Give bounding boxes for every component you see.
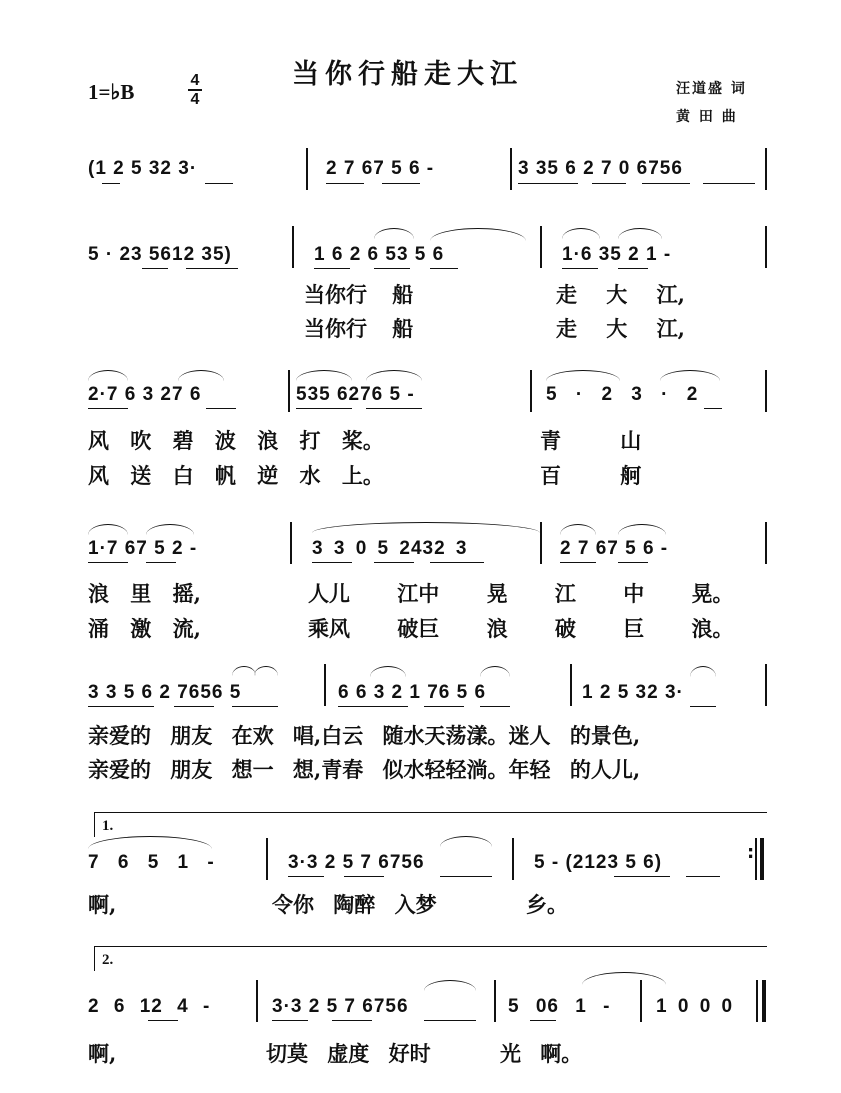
underline-mark (704, 408, 722, 409)
time-signature (186, 73, 204, 107)
notation-row-2-bar-2: 1 6 2 6 53 5 6 (314, 244, 445, 265)
underline-mark (686, 876, 720, 877)
barline (292, 226, 294, 268)
lyric-verse-2: 当你行 船 (304, 316, 414, 341)
slur (296, 370, 352, 381)
barline (266, 838, 268, 880)
underline-mark (186, 268, 238, 269)
barline (765, 148, 767, 190)
slur (560, 524, 596, 535)
slur (178, 370, 224, 381)
underline-mark (102, 183, 120, 184)
notation-row-4-bar-2: 3 3 0 5 2432 3 (312, 538, 468, 559)
barline (540, 226, 542, 268)
barline (510, 148, 512, 190)
underline-mark (148, 1020, 178, 1021)
underline-mark (232, 706, 278, 707)
lyric-verse-1: 当你行 船 (304, 282, 414, 307)
notation-row-5-bar-2: 6 6 3 2 1 76 5 6 (338, 682, 487, 703)
underline-mark (206, 408, 236, 409)
underline-mark (374, 268, 410, 269)
underline-mark (518, 183, 578, 184)
repeat-barline (755, 838, 757, 880)
underline-mark (332, 1020, 372, 1021)
underline-mark (296, 408, 352, 409)
underline-mark (430, 268, 458, 269)
slur (618, 228, 662, 239)
underline-mark (642, 183, 690, 184)
repeat-barline-thick (760, 838, 764, 880)
underline-mark (146, 562, 176, 563)
lyric-verse-2: 百 舸 (540, 463, 642, 488)
underline-mark (88, 706, 154, 707)
time-signature-bottom: 4 (190, 91, 200, 108)
barline (512, 838, 514, 880)
notation-row-6-bar-3: 5 - (2123 5 6) (534, 852, 663, 873)
slur (146, 524, 194, 535)
repeat-dots: : (747, 842, 755, 863)
lyric-verse-1: 走 大 江, (556, 282, 685, 307)
notation-row-6-bar-2: 3·3 2 5 7 6756 (288, 852, 425, 873)
slur (232, 666, 256, 676)
slur (88, 370, 128, 381)
underline-mark (374, 562, 414, 563)
underline-mark (562, 268, 598, 269)
barline (290, 522, 292, 564)
underline-mark (560, 562, 596, 563)
lyricist-credit: 汪道盛 词 (676, 81, 747, 97)
underline-mark (88, 562, 128, 563)
slur (254, 666, 278, 676)
notation-row-7-bar-1: 2 6 12 4 - (88, 996, 211, 1017)
underline-mark (366, 408, 422, 409)
first-ending-label: 1. (102, 818, 114, 834)
underline-mark (424, 706, 464, 707)
underline-mark (338, 706, 408, 707)
underline-mark (618, 268, 648, 269)
slur (370, 666, 406, 677)
barline (256, 980, 258, 1022)
barline (494, 980, 496, 1022)
lyric-verse-1: 啊, (88, 892, 117, 917)
slur (366, 370, 422, 381)
underline-mark (205, 183, 233, 184)
notation-row-7-bar-4: 1 0 0 0 (656, 996, 734, 1017)
underline-mark (312, 562, 352, 563)
underline-mark (614, 876, 670, 877)
lyric-verse-2: 切莫 虚度 好时 (266, 1041, 431, 1066)
barline (288, 370, 290, 412)
song-title: 当你行船走大江 (292, 59, 523, 90)
lyric-verse-1: 青 山 (540, 428, 642, 453)
barline (765, 664, 767, 706)
notation-row-6-bar-1: 7 6 5 1 - (88, 852, 215, 873)
notation-row-1-bar-3: 3 35 6 2 7 0 6756 (518, 158, 683, 179)
lyric-verse-2: 光 啊。 (500, 1041, 583, 1066)
lyric-verse-1: 人儿 江中 晃 江 中 晃。 (308, 581, 734, 606)
notation-row-7-bar-2: 3·3 2 5 7 6756 (272, 996, 409, 1017)
underline-mark (530, 1020, 556, 1021)
barline (640, 980, 642, 1022)
notation-row-1-bar-2: 2 7 67 5 6 - (326, 158, 435, 179)
barline (765, 522, 767, 564)
barline (540, 522, 542, 564)
notation-row-5-bar-3: 1 2 5 32 3· (582, 682, 684, 703)
barline (324, 664, 326, 706)
second-ending-bracket (94, 946, 767, 971)
notation-row-4-bar-1: 1·7 67 5 2 - (88, 538, 198, 559)
lyric-verse-2: 涌 激 流, (88, 616, 201, 641)
lyric-verse-1: 令你 陶醉 入梦 (272, 892, 437, 917)
slur (424, 980, 476, 991)
lyric-verse-2: 啊, (88, 1041, 117, 1066)
notation-row-7-bar-3: 5 06 1 - (508, 996, 611, 1017)
underline-mark (272, 1020, 308, 1021)
slur (374, 228, 414, 239)
underline-mark (430, 562, 484, 563)
notation-row-3-bar-3: 5 · 2 3 · 2 (546, 384, 699, 405)
underline-mark (424, 1020, 476, 1021)
underline-mark (480, 706, 510, 707)
underline-mark (174, 706, 214, 707)
underline-mark (288, 876, 324, 877)
slur (690, 666, 716, 677)
notation-row-4-bar-3: 2 7 67 5 6 - (560, 538, 669, 559)
barline (765, 226, 767, 268)
final-barline-thick (762, 980, 766, 1022)
key-signature: 1=♭B (88, 80, 135, 104)
lyric-verse-1: 浪 里 摇, (88, 581, 201, 606)
final-barline (756, 980, 758, 1022)
second-ending-label: 2. (102, 952, 114, 968)
barline (306, 148, 308, 190)
barline (570, 664, 572, 706)
slur (618, 524, 666, 535)
tie (582, 972, 666, 985)
barline (765, 370, 767, 412)
slur (562, 228, 600, 239)
underline-mark (440, 876, 492, 877)
notation-row-5-bar-1: 3 3 5 6 2 7656 5 (88, 682, 242, 703)
notation-row-1-bar-1: (1 2 5 32 3· (88, 158, 198, 179)
underline-mark (326, 183, 364, 184)
slur (430, 228, 526, 241)
slur (440, 836, 492, 847)
underline-mark (314, 268, 350, 269)
slur (88, 524, 128, 535)
notation-row-2-bar-3: 1·6 35 2 1 - (562, 244, 672, 265)
underline-mark (88, 408, 128, 409)
barline (530, 370, 532, 412)
composer-credit: 黄 田 曲 (676, 109, 738, 125)
underline-mark (592, 183, 626, 184)
underline-mark (618, 562, 648, 563)
first-ending-bracket (94, 812, 767, 837)
time-signature-top: 4 (190, 72, 200, 89)
slur (88, 836, 212, 849)
notation-row-2-bar-1: 5 · 23 5612 35) (88, 244, 232, 265)
notation-row-3-bar-1: 2·7 6 3 27 6 (88, 384, 202, 405)
underline-mark (703, 183, 755, 184)
notation-row-3-bar-2: 535 6276 5 - (296, 384, 415, 405)
lyric-verse-2: 风 送 白 帆 逆 水 上。 (88, 463, 384, 488)
underline-mark (382, 183, 420, 184)
slur (480, 666, 510, 677)
lyric-verse-2: 乘风 破巨 浪 破 巨 浪。 (308, 616, 734, 641)
underline-mark (344, 876, 384, 877)
lyric-verse-2: 走 大 江, (556, 316, 685, 341)
slur (312, 522, 540, 533)
underline-mark (142, 268, 168, 269)
lyric-verse-2: 亲爱的 朋友 想一 想,青春 似水轻轻淌。年轻 的人儿, (88, 757, 641, 782)
lyric-verse-1: 乡。 (526, 892, 568, 917)
slur (660, 370, 720, 381)
lyric-verse-1: 亲爱的 朋友 在欢 唱,白云 随水天荡漾。迷人 的景色, (88, 723, 641, 748)
lyric-verse-1: 风 吹 碧 波 浪 打 桨。 (88, 428, 384, 453)
underline-mark (690, 706, 716, 707)
slur (546, 370, 620, 381)
